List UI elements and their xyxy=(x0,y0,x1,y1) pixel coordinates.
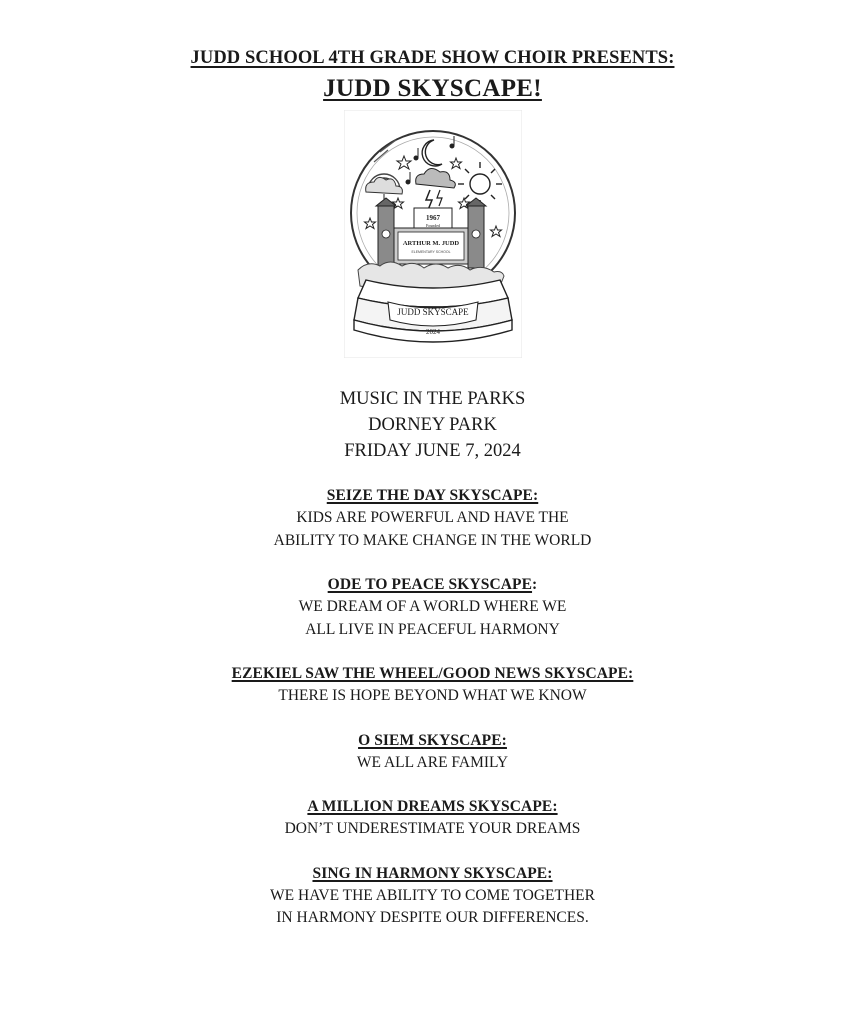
song-title: ODE TO PEACE SKYSCAPE xyxy=(327,576,533,593)
song-item xyxy=(0,730,865,775)
song-description: KIDS ARE POWERFUL AND HAVE THE xyxy=(296,509,569,526)
event-info xyxy=(0,386,865,464)
song-description: DON’T UNDERESTIMATE YOUR DREAMS xyxy=(284,820,581,837)
song-description: ABILITY TO MAKE CHANGE IN THE WORLD xyxy=(273,531,592,549)
song-item xyxy=(0,863,865,930)
show-title: JUDD SKYSCAPE! xyxy=(323,75,542,102)
song-description: IN HARMONY DESPITE OUR DIFFERENCES. xyxy=(276,909,589,926)
song-description: WE DREAM OF A WORLD WHERE WE xyxy=(298,598,567,615)
svg-text:1967: 1967 xyxy=(426,214,440,222)
song-item: ODE TO PEACE SKYSCAPE: WE DREAM OF A WORLD WHERE WE ALL LIVE IN PEACEFUL HARMONY xyxy=(0,574,865,641)
song-title: EZEKIEL SAW THE WHEEL/GOOD NEWS SKYSCAPE: xyxy=(231,665,634,682)
song-title: O SIEM SKYSCAPE: xyxy=(358,731,507,749)
event-venue: DORNEY PARK xyxy=(368,415,497,435)
snow-globe-illustration-icon xyxy=(344,110,522,358)
song-item xyxy=(0,485,865,552)
song-title: A MILLION DREAMS SKYSCAPE: xyxy=(307,798,558,815)
song-item xyxy=(0,663,865,708)
song-title: SEIZE THE DAY SKYSCAPE: xyxy=(326,487,539,504)
song-description: WE ALL ARE FAMILY xyxy=(356,753,509,771)
song-list xyxy=(0,485,865,952)
svg-text:JUDD SKYSCAPE: JUDD SKYSCAPE xyxy=(397,307,469,317)
song-title: SING IN HARMONY SKYSCAPE: xyxy=(312,864,553,882)
song-description: ALL LIVE IN PEACEFUL HARMONY xyxy=(305,620,560,638)
svg-text:ARTHUR M. JUDD: ARTHUR M. JUDD xyxy=(402,240,460,247)
song-description: THERE IS HOPE BEYOND WHAT WE KNOW xyxy=(278,687,587,704)
svg-text:2024: 2024 xyxy=(426,328,440,336)
event-date: FRIDAY JUNE 7, 2024 xyxy=(344,441,521,461)
presents-heading: JUDD SCHOOL 4TH GRADE SHOW CHOIR PRESENTS: xyxy=(190,48,675,68)
song-description: WE HAVE THE ABILITY TO COME TOGETHER xyxy=(270,886,595,904)
svg-text:Founded: Founded xyxy=(426,223,440,228)
svg-text:ELEMENTARY SCHOOL: ELEMENTARY SCHOOL xyxy=(411,250,451,254)
song-item xyxy=(0,796,865,841)
event-name: MUSIC IN THE PARKS xyxy=(339,389,526,409)
